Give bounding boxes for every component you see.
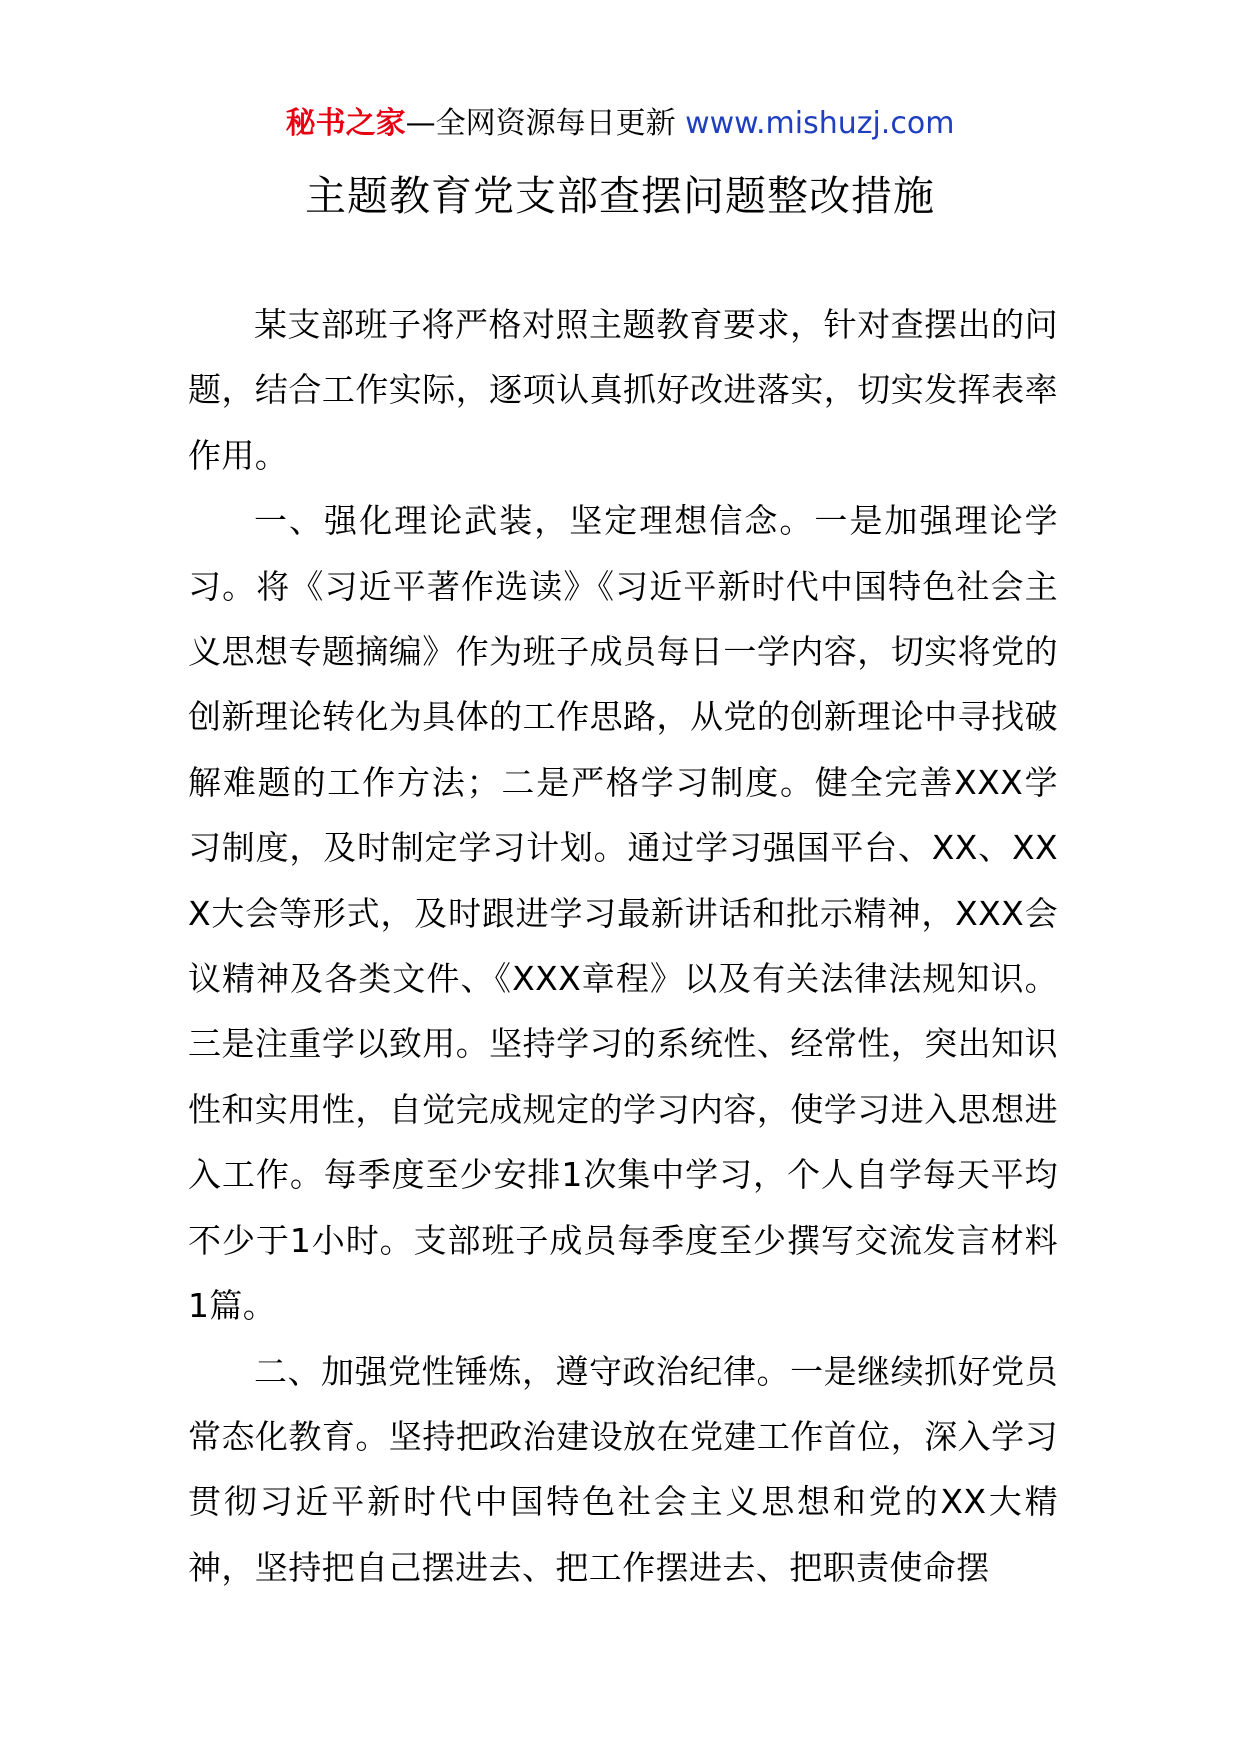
site-url[interactable]: www.mishuzj.com	[675, 106, 955, 141]
document-body	[188, 292, 1058, 1600]
brand-name: 秘书之家	[285, 106, 406, 141]
header-tagline: —全网资源每日更新	[405, 106, 676, 141]
paragraph-section-1: 一、强化理论武装，坚定理想信念。一是加强理论学习。将《习近平著作选读》《习近平新时代中国特色社会主义思想专题摘编》作为班子成员每日一学内容，切实将党的创新理论转化为具体的工作思路，从党的创新理论中寻找破解难题的工作方法；二是严格学习制度。健全完善XXX学习制度，及时制定学习计划。通过学习强国平台、XX、XXX大会等形式，及时跟进学习最新讲话和批示精神，XXX会议精神及各类文件、《XXX章程》以及有关法律法规知识。三是注重学以致用。坚持学习的系统性、经常性，突出知识性和实用性，自觉完成规定的学习内容，使学习进入思想进入工作。每季度至少安排1次集中学习，个人自学每天平均不少于1小时。支部班子成员每季度至少撰写交流发言材料1篇。	[188, 501, 1058, 1326]
watermark-header	[0, 104, 1240, 144]
document-title: 主题教育党支部查摆问题整改措施	[305, 172, 935, 220]
paragraph-intro: 某支部班子将严格对照主题教育要求，针对查摆出的问题，结合工作实际，逐项认真抓好改进落实，切实发挥表率作用。	[188, 305, 1058, 475]
paragraph-section-2: 二、加强党性锤炼，遵守政治纪律。一是继续抓好党员常态化教育。坚持把政治建设放在党建工作首位，深入学习贯彻习近平新时代中国特色社会主义思想和党的XX大精神，坚持把自己摆进去、把工作摆进去、把职责使命摆	[188, 1351, 1058, 1587]
